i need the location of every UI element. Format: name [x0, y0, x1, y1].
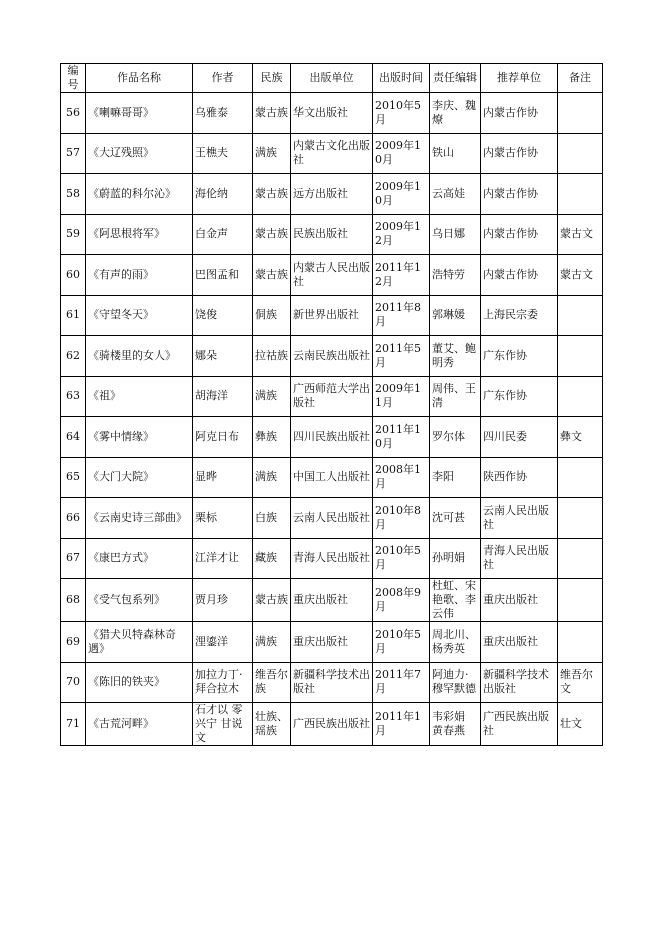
cell-editor: 董艾、鲍明秀 — [430, 336, 481, 377]
table-row — [61, 295, 603, 336]
header-col-author: 作者 — [193, 64, 253, 93]
cell-author: 胡海洋 — [193, 376, 253, 417]
cell-pub-date: 2010年8月 — [373, 498, 430, 539]
cell-ethnicity: 蒙古族 — [253, 214, 291, 255]
cell-pub-date: 2011年10月 — [373, 417, 430, 458]
cell-publisher: 广西师范大学出版社 — [291, 376, 373, 417]
cell-title: 《陈旧的铁夹》 — [86, 662, 193, 703]
cell-publisher: 四川民族出版社 — [291, 417, 373, 458]
header-col-ethnicity: 民族 — [253, 64, 291, 93]
cell-notes — [558, 538, 603, 579]
cell-title: 《云南史诗三部曲》 — [86, 498, 193, 539]
cell-ethnicity: 蒙古族 — [253, 255, 291, 296]
cell-ethnicity: 蒙古族 — [253, 174, 291, 215]
cell-editor: 周伟、王清 — [430, 376, 481, 417]
cell-author: 阿克日布 — [193, 417, 253, 458]
table-row — [61, 255, 603, 296]
cell-pub-date: 2009年10月 — [373, 174, 430, 215]
cell-title: 《祖》 — [86, 376, 193, 417]
table-row — [61, 336, 603, 377]
cell-notes — [558, 622, 603, 663]
header-col-number: 编号 — [61, 64, 86, 93]
cell-author: 贾月珍 — [193, 579, 253, 622]
cell-publisher: 新世界出版社 — [291, 295, 373, 336]
cell-ethnicity: 蒙古族 — [253, 93, 291, 134]
cell-notes: 蒙古文 — [558, 255, 603, 296]
cell-notes — [558, 376, 603, 417]
cell-recommender: 内蒙古作协 — [481, 255, 558, 296]
cell-recommender: 上海民宗委 — [481, 295, 558, 336]
cell-editor: 郭琳媛 — [430, 295, 481, 336]
cell-author: 白金声 — [193, 214, 253, 255]
table-row — [61, 417, 603, 458]
header-col-title: 作品名称 — [86, 64, 193, 93]
cell-author: 巴图孟和 — [193, 255, 253, 296]
cell-number: 71 — [61, 703, 86, 746]
cell-pub-date: 2011年8月 — [373, 295, 430, 336]
table-row — [61, 93, 603, 134]
cell-ethnicity: 蒙古族 — [253, 579, 291, 622]
cell-notes — [558, 133, 603, 174]
cell-ethnicity: 维吾尔族 — [253, 662, 291, 703]
cell-ethnicity: 彝族 — [253, 417, 291, 458]
cell-ethnicity: 拉祜族 — [253, 336, 291, 377]
cell-pub-date: 2011年7月 — [373, 662, 430, 703]
cell-notes — [558, 93, 603, 134]
cell-pub-date: 2009年11月 — [373, 376, 430, 417]
cell-recommender: 重庆出版社 — [481, 579, 558, 622]
cell-notes: 壮文 — [558, 703, 603, 746]
cell-editor: 云高娃 — [430, 174, 481, 215]
cell-pub-date: 2011年12月 — [373, 255, 430, 296]
cell-number: 62 — [61, 336, 86, 377]
cell-publisher: 远方出版社 — [291, 174, 373, 215]
cell-recommender: 陕西作协 — [481, 457, 558, 498]
cell-number: 56 — [61, 93, 86, 134]
cell-author: 石才以 零兴宁 甘说文 — [193, 703, 253, 746]
cell-ethnicity: 白族 — [253, 498, 291, 539]
cell-recommender: 内蒙古作协 — [481, 133, 558, 174]
cell-title: 《蔚蓝的科尔沁》 — [86, 174, 193, 215]
cell-title: 《古荒河畔》 — [86, 703, 193, 746]
cell-notes: 维吾尔文 — [558, 662, 603, 703]
cell-publisher: 重庆出版社 — [291, 579, 373, 622]
cell-pub-date: 2010年5月 — [373, 93, 430, 134]
table-row — [61, 579, 603, 622]
cell-pub-date: 2011年5月 — [373, 336, 430, 377]
cell-ethnicity: 满族 — [253, 133, 291, 174]
cell-notes — [558, 457, 603, 498]
cell-editor: 孙明娟 — [430, 538, 481, 579]
cell-editor: 周北川、杨秀英 — [430, 622, 481, 663]
cell-number: 68 — [61, 579, 86, 622]
cell-recommender: 广东作协 — [481, 336, 558, 377]
cell-pub-date: 2010年5月 — [373, 538, 430, 579]
cell-author: 加拉力丁·拜合拉木 — [193, 662, 253, 703]
cell-recommender: 广西民族出版社 — [481, 703, 558, 746]
cell-publisher: 民族出版社 — [291, 214, 373, 255]
cell-title: 《猎犬贝特森林奇遇》 — [86, 622, 193, 663]
cell-notes — [558, 579, 603, 622]
header-col-recommender: 推荐单位 — [481, 64, 558, 93]
cell-recommender: 新疆科学技术出版社 — [481, 662, 558, 703]
cell-editor: 铁山 — [430, 133, 481, 174]
cell-author: 饶俊 — [193, 295, 253, 336]
cell-author: 显晔 — [193, 457, 253, 498]
cell-number: 69 — [61, 622, 86, 663]
cell-notes — [558, 336, 603, 377]
cell-author: 娜朵 — [193, 336, 253, 377]
table-row — [61, 376, 603, 417]
cell-pub-date: 2011年1月 — [373, 703, 430, 746]
cell-number: 66 — [61, 498, 86, 539]
cell-editor: 阿迪力·穆罕默德 — [430, 662, 481, 703]
header-col-publisher: 出版单位 — [291, 64, 373, 93]
cell-editor: 李阳 — [430, 457, 481, 498]
table-row — [61, 133, 603, 174]
cell-title: 《阿思根将军》 — [86, 214, 193, 255]
cell-editor: 罗尔体 — [430, 417, 481, 458]
cell-publisher: 新疆科学技术出版社 — [291, 662, 373, 703]
cell-author: 浬鎏洋 — [193, 622, 253, 663]
cell-editor: 韦彩娟 黄春燕 — [430, 703, 481, 746]
cell-notes: 蒙古文 — [558, 214, 603, 255]
cell-editor: 李庆、魏燎 — [430, 93, 481, 134]
cell-recommender: 内蒙古作协 — [481, 214, 558, 255]
cell-author: 海伦纳 — [193, 174, 253, 215]
cell-notes — [558, 295, 603, 336]
cell-publisher: 青海人民出版社 — [291, 538, 373, 579]
cell-title: 《守望冬天》 — [86, 295, 193, 336]
table-row — [61, 498, 603, 539]
header-col-pub-date: 出版时间 — [373, 64, 430, 93]
cell-title: 《康巴方式》 — [86, 538, 193, 579]
cell-notes — [558, 174, 603, 215]
cell-publisher: 中国工人出版社 — [291, 457, 373, 498]
cell-pub-date: 2009年10月 — [373, 133, 430, 174]
cell-publisher: 云南民族出版社 — [291, 336, 373, 377]
table-row — [61, 662, 603, 703]
cell-title: 《骑楼里的女人》 — [86, 336, 193, 377]
cell-ethnicity: 侗族 — [253, 295, 291, 336]
table-row — [61, 622, 603, 663]
table-row — [61, 174, 603, 215]
cell-recommender: 重庆出版社 — [481, 622, 558, 663]
cell-number: 65 — [61, 457, 86, 498]
cell-title: 《受气包系列》 — [86, 579, 193, 622]
cell-number: 58 — [61, 174, 86, 215]
header-col-notes: 备注 — [558, 64, 603, 93]
cell-number: 64 — [61, 417, 86, 458]
works-table — [60, 63, 603, 746]
cell-editor: 杜虹、宋艳歌、李云伟 — [430, 579, 481, 622]
cell-ethnicity: 满族 — [253, 622, 291, 663]
cell-pub-date: 2008年1月 — [373, 457, 430, 498]
cell-title: 《喇嘛哥哥》 — [86, 93, 193, 134]
cell-author: 江洋才让 — [193, 538, 253, 579]
cell-publisher: 广西民族出版社 — [291, 703, 373, 746]
cell-recommender: 内蒙古作协 — [481, 93, 558, 134]
cell-title: 《大门大院》 — [86, 457, 193, 498]
cell-ethnicity: 满族 — [253, 376, 291, 417]
cell-publisher: 内蒙古人民出版社 — [291, 255, 373, 296]
cell-notes — [558, 498, 603, 539]
cell-recommender: 四川民委 — [481, 417, 558, 458]
cell-pub-date: 2009年12月 — [373, 214, 430, 255]
cell-ethnicity: 藏族 — [253, 538, 291, 579]
cell-number: 61 — [61, 295, 86, 336]
table-row — [61, 457, 603, 498]
cell-number: 63 — [61, 376, 86, 417]
cell-pub-date: 2008年9月 — [373, 579, 430, 622]
cell-editor: 浩特劳 — [430, 255, 481, 296]
cell-publisher: 内蒙古文化出版社 — [291, 133, 373, 174]
cell-number: 60 — [61, 255, 86, 296]
cell-number: 67 — [61, 538, 86, 579]
header-col-editor: 责任编辑 — [430, 64, 481, 93]
cell-title: 《大辽残照》 — [86, 133, 193, 174]
cell-number: 70 — [61, 662, 86, 703]
cell-publisher: 重庆出版社 — [291, 622, 373, 663]
cell-author: 乌雅泰 — [193, 93, 253, 134]
cell-recommender: 广东作协 — [481, 376, 558, 417]
cell-ethnicity: 壮族、瑶族 — [253, 703, 291, 746]
cell-recommender: 内蒙古作协 — [481, 174, 558, 215]
cell-recommender: 青海人民出版社 — [481, 538, 558, 579]
cell-author: 王樵夫 — [193, 133, 253, 174]
cell-notes: 彝文 — [558, 417, 603, 458]
cell-publisher: 华文出版社 — [291, 93, 373, 134]
cell-title: 《有声的雨》 — [86, 255, 193, 296]
cell-editor: 乌日娜 — [430, 214, 481, 255]
header-row — [61, 64, 603, 93]
table-row — [61, 538, 603, 579]
cell-editor: 沈可甚 — [430, 498, 481, 539]
cell-author: 栗标 — [193, 498, 253, 539]
table-row — [61, 214, 603, 255]
cell-pub-date: 2010年5月 — [373, 622, 430, 663]
cell-ethnicity: 满族 — [253, 457, 291, 498]
cell-number: 59 — [61, 214, 86, 255]
cell-title: 《雾中情缘》 — [86, 417, 193, 458]
cell-number: 57 — [61, 133, 86, 174]
table-row — [61, 703, 603, 746]
cell-recommender: 云南人民出版社 — [481, 498, 558, 539]
cell-publisher: 云南人民出版社 — [291, 498, 373, 539]
